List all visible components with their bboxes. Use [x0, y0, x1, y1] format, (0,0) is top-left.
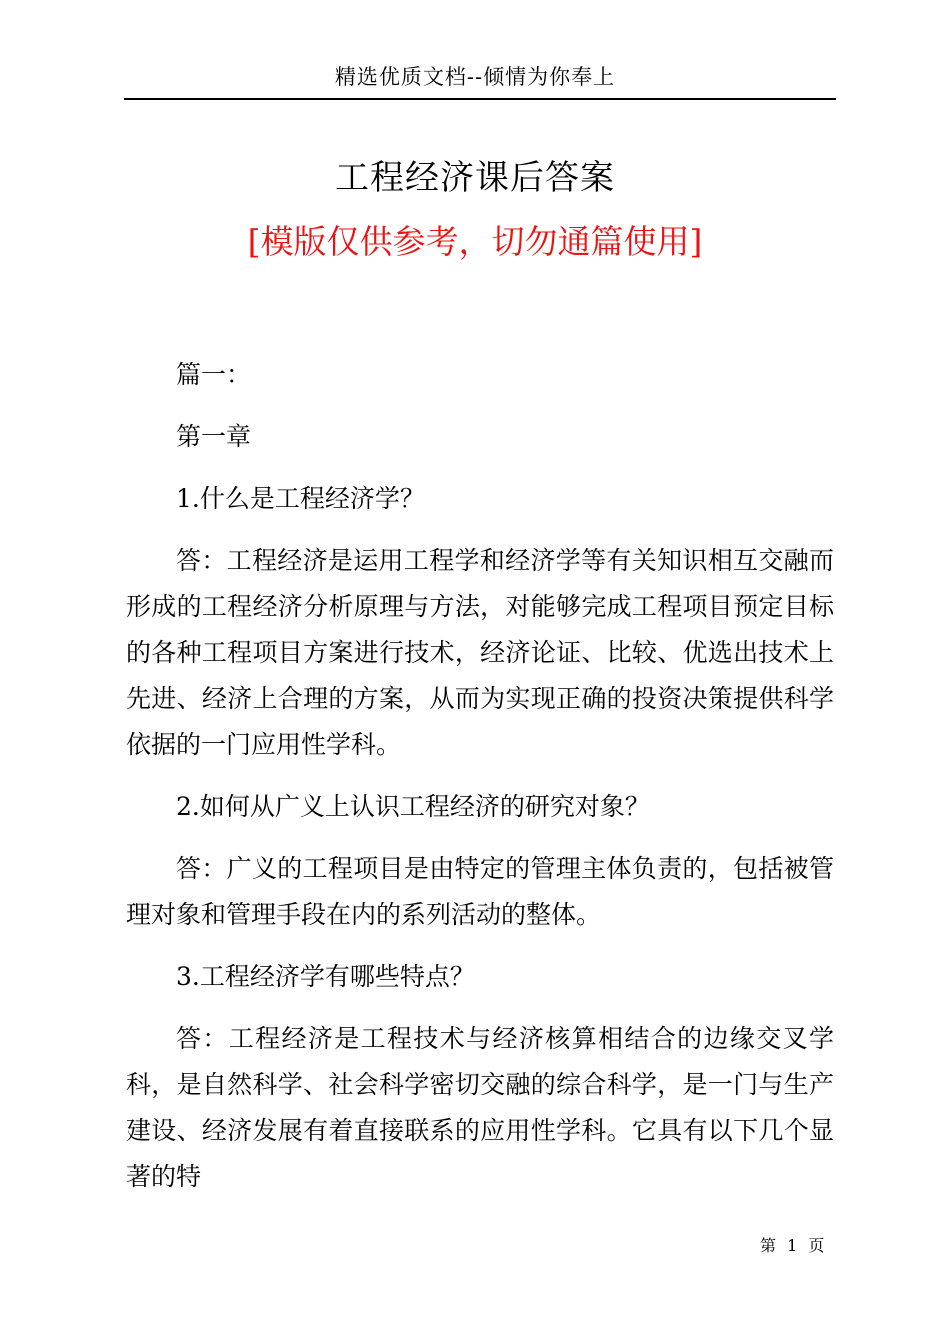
answer-1: 答：工程经济是运用工程学和经济学等有关知识相互交融而形成的工程经济分析原理与方法，对能够完成工程项目预定目标的各种工程项目方案进行技术，经济论证、比较、优选出技术上先进、经济上合理的方案，从而为实现正确的投资决策提供科学依据的一门应用性学科。: [126, 546, 834, 759]
page-number: 第 1 页: [760, 1236, 828, 1255]
page-header: 精选优质文档--倾情为你奉上: [334, 65, 616, 89]
chapter-heading: 第一章: [176, 422, 252, 451]
document-subtitle: [模版仅供参考，切勿通篇使用]: [247, 222, 703, 261]
document-title: 工程经济课后答案: [335, 158, 615, 198]
document-body: [126, 352, 834, 1216]
answer-2: 答：广义的工程项目是由特定的管理主体负责的，包括被管理对象和管理手段在内的系列活动的整体。: [126, 854, 834, 929]
question-1: 1.什么是工程经济学？: [176, 484, 425, 513]
question-3: 3.工程经济学有哪些特点？: [176, 962, 475, 991]
section-label: 篇一：: [176, 360, 252, 389]
answer-3: 答：工程经济是工程技术与经济核算相结合的边缘交叉学科，是自然科学、社会科学密切交融的综合科学，是一门与生产建设、经济发展有着直接联系的应用性学科。它具有以下几个显著的特: [126, 1024, 834, 1191]
question-2: 2.如何从广义上认识工程经济的研究对象？: [176, 792, 650, 821]
header-divider: [124, 98, 836, 100]
